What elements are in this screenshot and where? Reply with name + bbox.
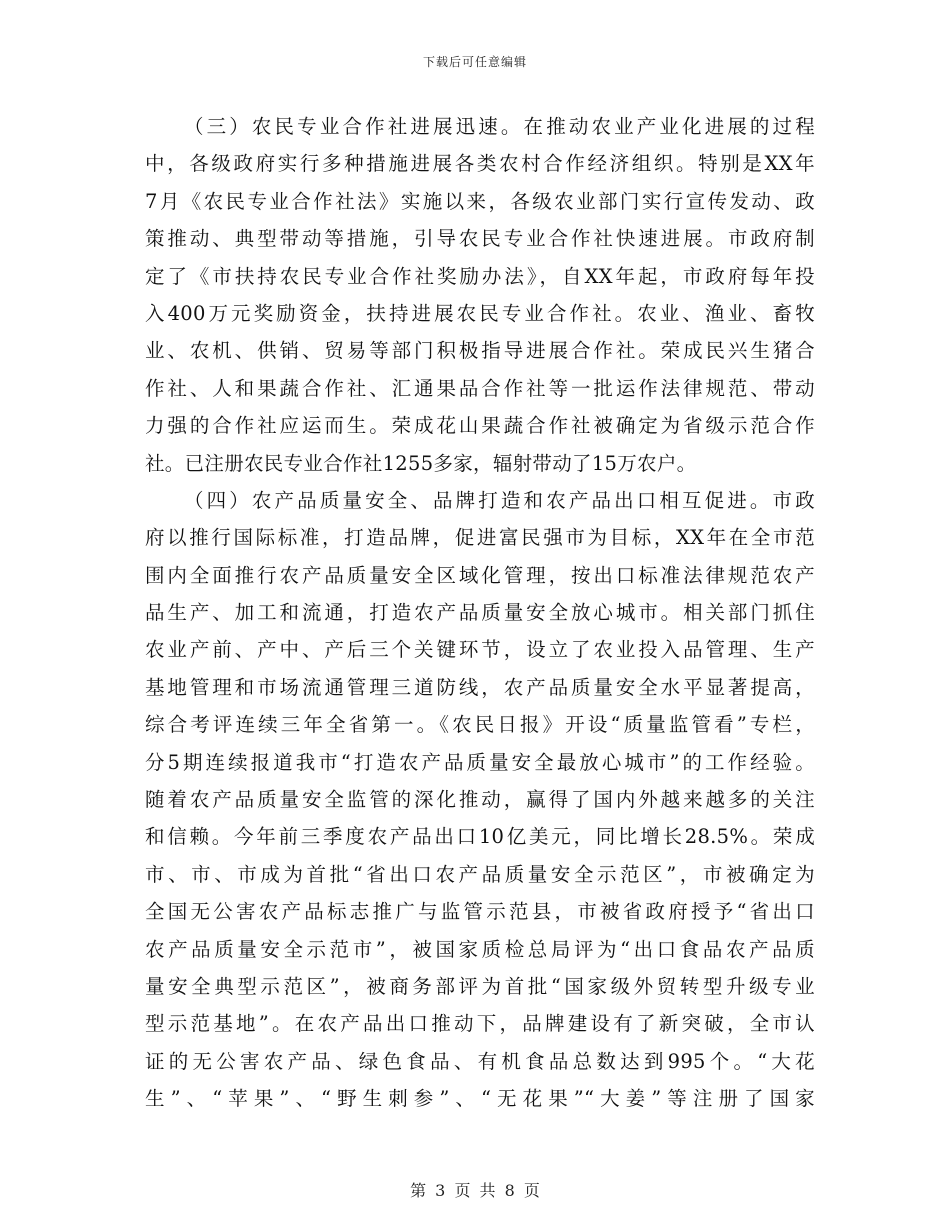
text-line: 中，各级政府实行多种措施进展各类农村合作经济组织。特别是XX年	[145, 152, 815, 176]
text-line: 型示范基地”。在农产品出口推动下，品牌建设有了新突破，全市认	[145, 1012, 815, 1036]
text-line: 全国无公害农产品标志推广与监管示范县，市被省政府授予“省出口	[145, 900, 815, 924]
page-header: 下载后可任意编辑	[422, 55, 527, 69]
text-line: 定了《市扶持农民专业合作社奖励办法》，自XX年起，市政府每年投	[145, 264, 815, 288]
text-line: 分5期连续报道我市“打造农产品质量安全最放心城市”的工作经验。	[145, 750, 815, 774]
text-line: 力强的合作社应运而生。荣成花山果蔬合作社被确定为省级示范合作	[145, 414, 815, 438]
page-number-footer: 第 3 页 共 8 页	[410, 1181, 540, 1200]
paragraph-3	[145, 108, 815, 482]
text-line: 社。已注册农民专业合作社1255多家，辐射带动了15万农户。	[145, 451, 697, 475]
text-line: 策推动、典型带动等措施，引导农民专业合作社快速进展。市政府制	[145, 227, 815, 251]
text-line: 综合考评连续三年全省第一。《农民日报》开设“质量监管看”专栏，	[145, 713, 815, 737]
paragraph-4	[145, 482, 815, 1118]
text-line: （四）农产品质量安全、品牌打造和农产品出口相互促进。市政	[184, 488, 815, 512]
text-line: 和信赖。今年前三季度农产品出口10亿美元，同比增长28.5%。荣成	[145, 825, 815, 849]
text-line: 入400万元奖励资金，扶持进展农民专业合作社。农业、渔业、畜牧	[145, 301, 815, 325]
text-line: 围内全面推行农产品质量安全区域化管理，按出口标准法律规范农产	[145, 563, 815, 587]
document-body	[145, 108, 815, 1118]
text-line: 随着农产品质量安全监管的深化推动，赢得了国内外越来越多的关注	[145, 788, 815, 812]
text-line: （三）农民专业合作社进展迅速。在推动农业产业化进展的过程	[184, 115, 815, 138]
text-line: 7月《农民专业合作社法》实施以来，各级农业部门实行宣传发动、政	[145, 189, 815, 213]
text-line: 证的无公害农产品、绿色食品、有机食品总数达到995个。“大花	[145, 1049, 815, 1073]
text-line: 生”、“苹果”、“野生刺参”、“无花果”“大姜”等注册了国家	[145, 1087, 815, 1111]
text-line: 量安全典型示范区”，被商务部评为首批“国家级外贸转型升级专业	[145, 974, 815, 998]
text-line: 业、农机、供销、贸易等部门积极指导进展合作社。荣成民兴生猪合	[145, 339, 815, 363]
text-line: 作社、人和果蔬合作社、汇通果品合作社等一批运作法律规范、带动	[145, 376, 815, 400]
text-line: 农业产前、产中、产后三个关键环节，设立了农业投入品管理、生产	[145, 638, 815, 662]
text-line: 品生产、加工和流通，打造农产品质量安全放心城市。相关部门抓住	[145, 601, 815, 625]
text-line: 农产品质量安全示范市”，被国家质检总局评为“出口食品农产品质	[145, 937, 815, 961]
text-line: 市、市、市成为首批“省出口农产品质量安全示范区”，市被确定为	[145, 862, 815, 886]
text-line: 府以推行国际标准，打造品牌，促进富民强市为目标，XX年在全市范	[145, 526, 815, 550]
text-line: 基地管理和市场流通管理三道防线，农产品质量安全水平显著提高，	[145, 675, 815, 699]
